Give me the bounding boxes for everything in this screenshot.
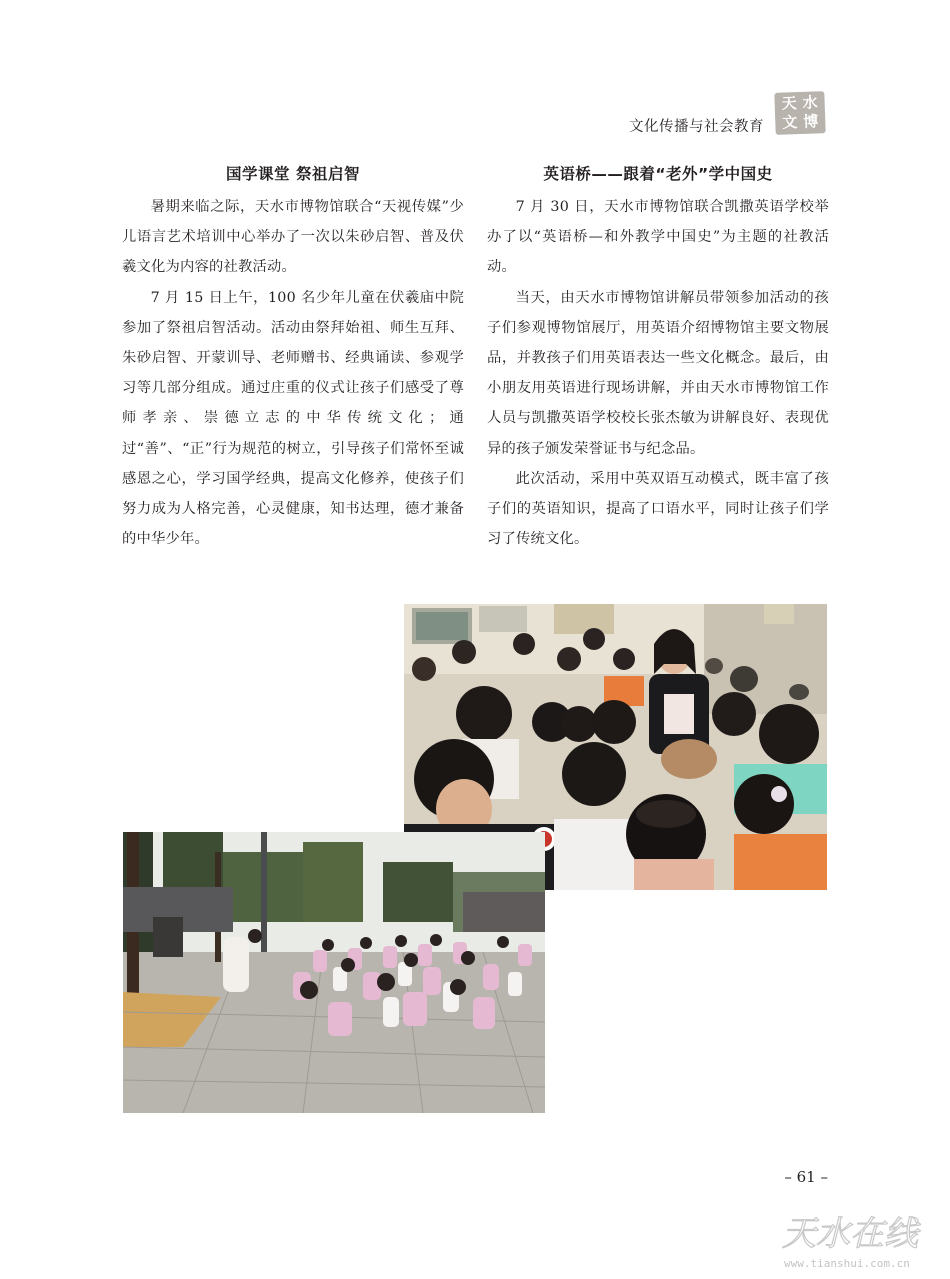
article-paragraph: 7 月 15 日上午，100 名少年儿童在伏羲庙中院参加了祭祖启智活动。活动由祭拜始祖、师生互拜、朱砂启智、开蒙训导、老师赠书、经典诵读、参观学习等几部分组成。通过庄重的仪式让孩子们感受了尊师孝亲、崇德立志的中华传统文化；通过“善”、“正”行为规范的树立，引导孩子们常怀至诚感恩之心，学习国学经典，提高文化修养，使孩子们努力成为人格完善，心灵健康，知书达理，德才兼备的中华少年。	[122, 289, 464, 548]
article-title: 国学课堂 祭祖启智	[226, 165, 360, 183]
site-watermark	[772, 1205, 947, 1275]
page-number: – 61 –	[784, 1168, 828, 1186]
seal-char: 水	[802, 93, 818, 112]
seal-char: 天	[781, 94, 797, 113]
article-paragraph: 当天，由天水市博物馆讲解员带领参加活动的孩子们参观博物馆展厅，用英语介绍博物馆主要文物展品，并教孩子们用英语表达一些文化概念。最后，由小朋友用英语进行现场讲解，并由天水市博物馆工作人员与凯撒英语学校校长张杰敏为讲解良好、表现优异的孩子颁发荣誉证书与纪念品。	[487, 289, 829, 457]
ceremony-illustration	[123, 832, 545, 1113]
seal-char: 博	[802, 112, 819, 131]
watermark-url: www.tianshui.com.cn	[784, 1257, 910, 1270]
article-paragraph: 此次活动，采用中英双语互动模式，既丰富了孩子们的英语知识，提高了口语水平，同时让孩子们学习了传统文化。	[487, 470, 829, 548]
article-title: 英语桥——跟着“老外”学中国史	[543, 165, 773, 183]
right-article	[487, 160, 829, 554]
section-title: 文化传播与社会教育	[629, 119, 764, 135]
article-paragraph: 暑期来临之际，天水市博物馆联合“天视传媒”少儿语言艺术培训中心举办了一次以朱砂启智、普及伏羲文化为内容的社教活动。	[122, 199, 464, 276]
article-paragraph: 7 月 30 日，天水市博物馆联合凯撒英语学校举办了以“英语桥—和外教学中国史”为主题的社教活动。	[487, 199, 829, 276]
museum-seal-logo	[774, 91, 825, 135]
ceremony-photo	[123, 832, 545, 1113]
left-article	[122, 160, 464, 554]
seal-char: 文	[781, 113, 798, 132]
watermark-brand: 天水在线	[782, 1214, 918, 1254]
